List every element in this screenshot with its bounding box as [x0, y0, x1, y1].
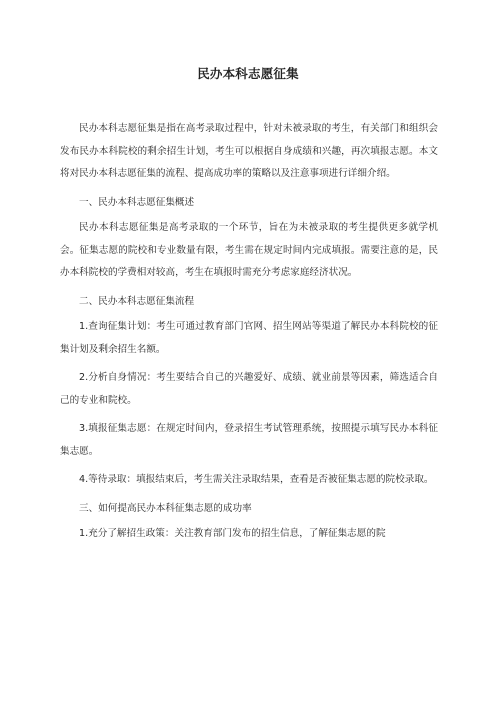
strategy-item-1: 1.充分了解招生政策：关注教育部门发布的招生信息，了解征集志愿的院	[79, 528, 386, 539]
process-step-4: 4.等待录取：填报结束后，考生需关注录取结果，查看是否被征集志愿的院校录取。	[79, 474, 434, 485]
document-title: 民办本科志愿征集	[197, 66, 299, 81]
process-step-3: 3.填报征集志愿：在规定时间内，登录招生考试管理系统，按照提示填写民办本科征集志愿。	[60, 423, 438, 457]
section-heading-strategy: 三、如何提高民办本科征集志愿的成功率	[79, 502, 252, 514]
document-body	[60, 118, 438, 552]
overview-paragraph: 民办本科志愿征集是高考录取的一个环节，旨在为未被录取的考生提供更多就学机会。征集志愿的院校和专业数量有限，考生需在规定时间内完成填报。需要注意的是，民办本科院校的学费相对较高，考生在填报时需充分考虑家庭经济状况。	[60, 222, 438, 278]
section-heading-overview: 一、民办本科志愿征集概述	[79, 196, 195, 208]
process-step-2: 2.分析自身情况：考生要结合自己的兴趣爱好、成绩、就业前景等因素，筛选适合自己的专业和院校。	[60, 372, 438, 406]
section-heading-process: 二、民办本科志愿征集流程	[79, 295, 195, 307]
process-step-1: 1.查询征集计划：考生可通过教育部门官网、招生网站等渠道了解民办本科院校的征集计划及剩余招生名额。	[60, 321, 438, 355]
intro-paragraph: 民办本科志愿征集是指在高考录取过程中，针对未被录取的考生，有关部门和组织会发布民办本科院校的剩余招生计划，考生可以根据自身成绩和兴趣，再次填报志愿。本文将对民办本科志愿征集的流程、提高成功率的策略以及注意事项进行详细介绍。	[60, 123, 438, 179]
